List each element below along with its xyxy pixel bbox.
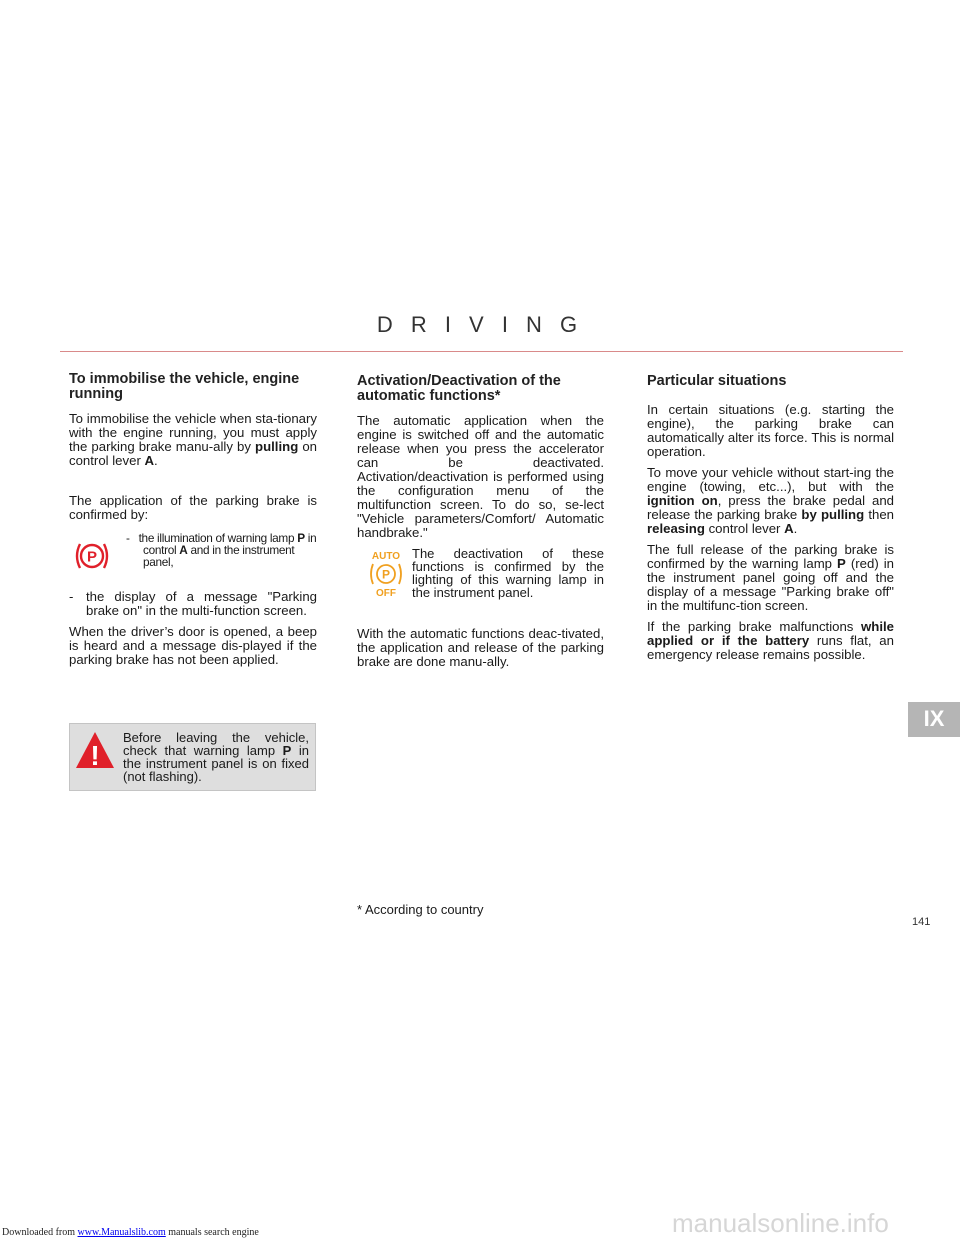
- intro-bold-pulling: pulling: [255, 439, 299, 454]
- immobilise-intro: [69, 412, 317, 468]
- heading-particular: Particular situations: [647, 373, 787, 389]
- parking-brake-warning-icon: [73, 540, 111, 572]
- p2-text: To move your vehicle without start-ing the engine (towing, etc...), but with the: [647, 465, 894, 494]
- lamp-bold-a: A: [179, 543, 188, 557]
- intro-text: To immobilise the vehicle when sta-tionary with the engine running, you must apply the parking brake manu-ally by: [69, 411, 317, 454]
- heading-immobilise: To immobilise the vehicle, engine running: [69, 371, 300, 402]
- message-item: [69, 590, 317, 618]
- p2-bold-lever: A: [784, 521, 794, 536]
- particular-para2: [647, 466, 894, 536]
- footnote: * According to country: [357, 902, 484, 917]
- exclamation-warning-icon: [74, 730, 116, 772]
- warning-text: [123, 731, 309, 783]
- chapter-tab[interactable]: [908, 702, 960, 737]
- particular-para3: [647, 543, 894, 613]
- lamp-text-pre: the illumination of warning lamp: [138, 531, 298, 545]
- heading-activation: Activation/Deactivation of the automatic functions*: [357, 373, 561, 404]
- p4-bold-battery: while applied or if the battery: [647, 619, 894, 648]
- message-item-text: the display of a message "Parking brake on" in the multi-function screen.: [86, 589, 317, 618]
- column-activation: [357, 374, 604, 676]
- warning-box: [69, 723, 316, 791]
- p2-text-mid: , press the brake pedal and release the parking brake: [647, 493, 894, 522]
- auto-lamp-text: The deactivation of these functions is confirmed by the lighting of this warning lamp in the instrument panel.: [412, 546, 604, 600]
- p2-text-end: .: [793, 521, 798, 536]
- auto-lamp-item: [357, 547, 604, 619]
- svg-text:P: P: [381, 567, 391, 582]
- p4-text-end: runs flat, an emergency release remains possible.: [647, 633, 894, 662]
- p2-bold-releasing: releasing: [647, 521, 705, 536]
- column-particular: [647, 374, 894, 669]
- section-title: D R I V I N G: [376, 312, 584, 337]
- lamp-item-text: [126, 532, 319, 568]
- download-prefix: Downloaded from: [2, 1227, 78, 1238]
- intro-text-mid: on control lever: [69, 439, 317, 468]
- download-footer: [2, 1227, 259, 1238]
- intro-text-end: .: [154, 453, 158, 468]
- warning-bold-p: P: [282, 743, 292, 758]
- svg-text:AUTO: AUTO: [371, 551, 401, 562]
- p3-bold-p: P: [837, 556, 846, 571]
- p2-text-mid2: then: [864, 507, 894, 522]
- dash: -: [126, 531, 130, 545]
- svg-text:OFF: OFF: [376, 588, 396, 599]
- lamp-item: [69, 532, 317, 590]
- p3-text-end: (red) in the instrument panel going off and the display of a message "Parking brake off" in the multifunc-tion screen.: [647, 556, 894, 613]
- page-number: 141: [912, 916, 931, 928]
- chapter-tab-label: IX: [923, 706, 945, 731]
- svg-text:!: !: [90, 740, 100, 771]
- confirm-text: The application of the parking brake is confirmed by:: [69, 493, 317, 522]
- door-text: When the driver’s door is opened, a beep is heard and a message dis-played if the parking brake has not been applied.: [69, 624, 317, 667]
- download-suffix: manuals search engine: [165, 1227, 259, 1238]
- p3-text: The full release of the parking brake is confirmed by the warning lamp: [647, 542, 894, 571]
- p2-bold-pulling: by pulling: [801, 507, 865, 522]
- lamp-text-mid: in control: [143, 531, 317, 557]
- dash: -: [69, 589, 74, 604]
- warning-text-pre: Before leaving the vehicle, check that warning lamp: [123, 730, 309, 758]
- activation-para2: With the automatic functions deac-tivated, the application and release of the parking brake are done manu-ally.: [357, 626, 604, 669]
- p2-text-mid3: control lever: [704, 521, 785, 536]
- particular-para4: [647, 620, 894, 662]
- column-immobilise: [69, 372, 317, 674]
- title-divider: [60, 351, 903, 352]
- activation-para1: The automatic application when the engine is switched off and the automatic release when you press the accelerator can be deactivated. Activation/deactivation is performed using the configuration menu of the multifunction screen. To do so, se-lect "Vehicle parameters/Comfort/ Automatic handbrake.": [357, 413, 604, 540]
- p2-bold-ignition: ignition on: [647, 493, 718, 508]
- lamp-bold-p: P: [297, 531, 305, 545]
- manualslib-link[interactable]: www.Manualslib.com: [77, 1227, 166, 1238]
- p4-text: If the parking brake malfunctions: [647, 619, 862, 634]
- svg-text:P: P: [86, 548, 98, 566]
- warning-text-end: in the instrument panel is on fixed (not flashing).: [123, 743, 310, 784]
- watermark: manualsonline.info: [672, 1208, 889, 1238]
- particular-para1: In certain situations (e.g. starting the engine), the parking brake can automatically alter its force. This is normal operation.: [647, 402, 894, 459]
- auto-p-off-icon: [365, 549, 407, 599]
- lamp-text-end: and in the instrument panel,: [143, 543, 295, 569]
- intro-bold-lever: A: [144, 453, 155, 468]
